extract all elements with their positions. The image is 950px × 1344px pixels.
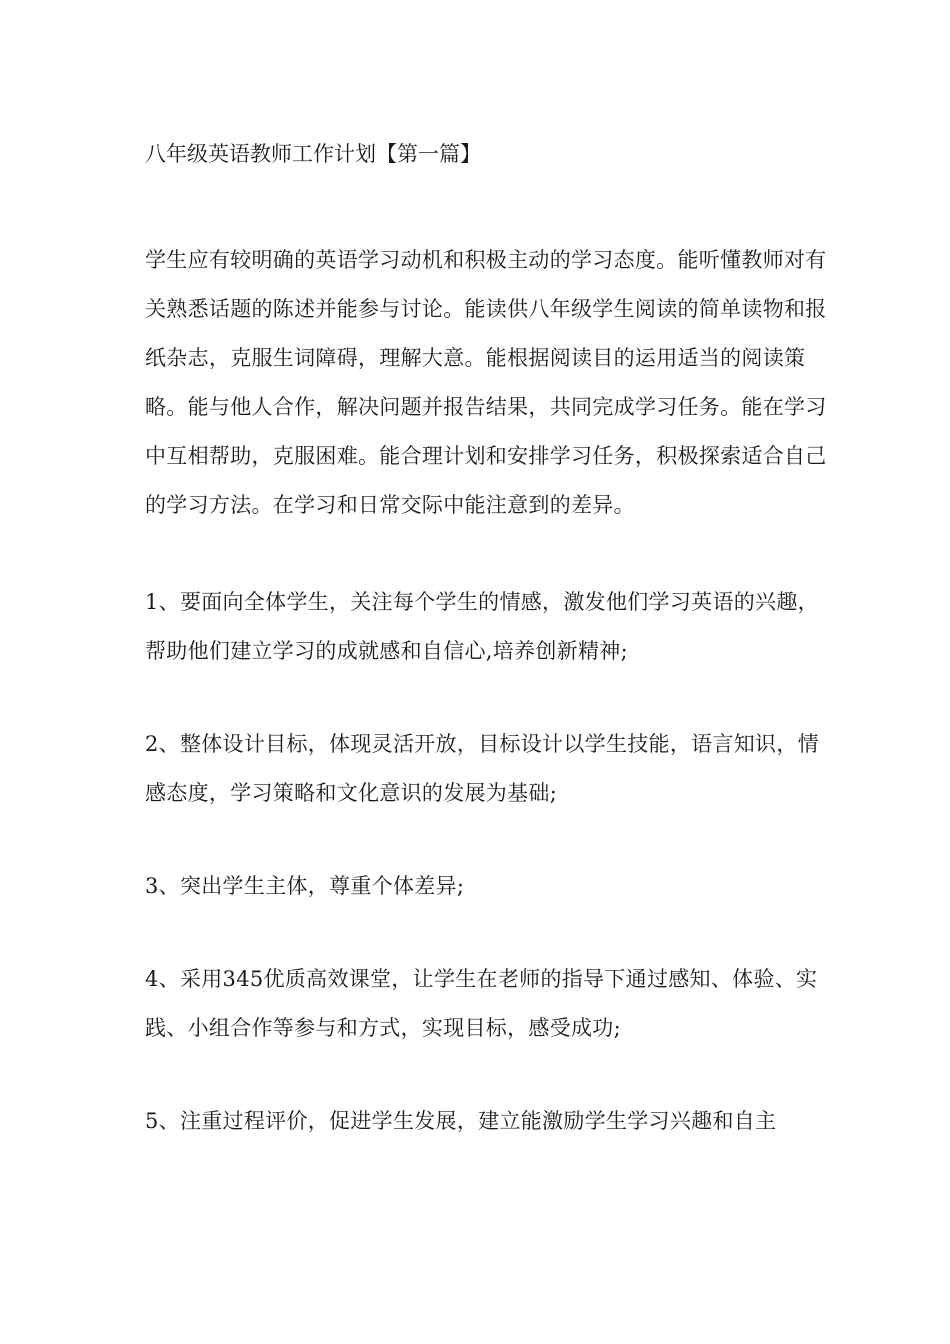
list-item-4: 4、采用345优质高效课堂，让学生在老师的指导下通过感知、体验、实践、小组合作等参与和方式，实现目标，感受成功; <box>145 967 818 1040</box>
list-item-2: 2、整体设计目标，体现灵活开放，目标设计以学生技能，语言知识，情感态度，学习策略和文化意识的发展为基础; <box>145 732 819 805</box>
list-item-5: 5、注重过程评价，促进学生发展，建立能激励学生学习兴趣和自主 <box>145 1109 777 1133</box>
intro-paragraph: 学生应有较明确的英语学习动机和积极主动的学习态度。能听懂教师对有关熟悉话题的陈述并能参与讨论。能读供八年级学生阅读的简单读物和报纸杂志，克服生词障碍，理解大意。能根据阅读目的运用适当的阅读策略。能与他人合作，解决问题并报告结果，共同完成学习任务。能在学习中互相帮助，克服困难。能合理计划和安排学习任务，积极探索适合自己的学习方法。在学习和日常交际中能注意到的差异。 <box>145 248 827 517</box>
document-body <box>145 138 835 1190</box>
document-title: 八年级英语教师工作计划【第一篇】 <box>145 142 481 166</box>
list-item-1: 1、要面向全体学生，关注每个学生的情感，激发他们学习英语的兴趣，帮助他们建立学习的成就感和自信心,培养创新精神; <box>145 590 819 663</box>
list-item-3: 3、突出学生主体，尊重个体差异; <box>145 874 465 898</box>
